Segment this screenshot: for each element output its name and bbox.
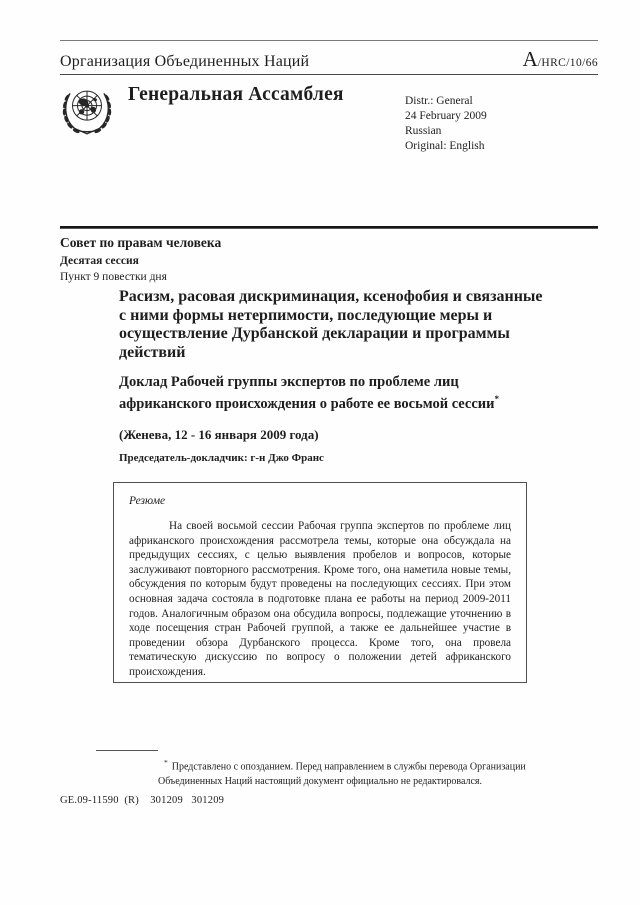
session-block xyxy=(60,236,221,284)
report-title xyxy=(119,374,551,413)
summary-body: На своей восьмой сессии Рабочая группа экспертов по проблеме лиц африканского происхождения рассмотрела темы, которые она обсуждала на предыдущих сессиях, с целью выявления пробелов и вопросов, которые заслуживают повторного рассмотрения. Кроме того, она наметила новые темы, обсуждения по которым будут проведены на последующих сессиях. При этом основная задача состояла в подготовке плана ее работы на период 2009-2011 годов. Аналогичным образом она обсудила вопросы, подлежащие уточнению в ходе посещения стран Рабочей группой, а также ее дальнейшее участие в проведении обзора Дурбанского процесса. Кроме того, она провела тематическую дискуссию по вопросу о положении детей африканского происхождения. xyxy=(129,520,511,678)
masthead-rule xyxy=(60,74,598,75)
footnote-text: Представлено с опозданием. Перед направлением в службы перевода Организации Объединенных Наций настоящий документ официально не редактировался. xyxy=(158,761,526,787)
distr-line: Distr.: General xyxy=(405,95,473,107)
chairperson-line: Председатель-докладчик: г-н Джо Франс xyxy=(119,452,324,464)
distr-date: 24 February 2009 xyxy=(405,110,487,122)
section-divider-rule xyxy=(60,226,598,229)
council-name: Совет по правам человека xyxy=(60,235,222,250)
footnote-rule xyxy=(96,750,158,751)
document-reference-number: GE.09-11590 (R) 301209 301209 xyxy=(60,795,225,806)
agenda-item: Пункт 9 повестки дня xyxy=(60,271,167,283)
distr-original: Original: English xyxy=(405,140,485,152)
footnote-marker: * xyxy=(164,758,168,767)
footnote xyxy=(158,756,554,789)
org-name: Организация Объединенных Наций xyxy=(60,53,310,70)
report-title-footnote-marker: * xyxy=(494,394,499,404)
summary-box xyxy=(113,482,527,683)
session-name: Десятая сессия xyxy=(60,255,139,267)
assembly-title: Генеральная Ассамблея xyxy=(128,84,344,105)
distribution-block xyxy=(405,94,487,154)
doc-symbol-prefix: A xyxy=(522,47,538,71)
doc-symbol-suffix: /HRC/10/66 xyxy=(537,57,598,69)
report-title-text: Доклад Рабочей группы экспертов по проблеме лиц африканского происхождения о работе ее восьмой сессии xyxy=(119,374,495,412)
summary-label: Резюме xyxy=(129,495,166,507)
top-rule xyxy=(60,40,598,41)
main-title: Расизм, расовая дискриминация, ксенофобия и связанные с ними формы нетерпимости, последующие меры и осуществление Дурбанской декларации и программы действий xyxy=(119,288,543,361)
un-emblem-icon xyxy=(58,82,116,142)
venue-dates: (Женева, 12 - 16 января 2009 года) xyxy=(119,427,319,442)
doc-symbol xyxy=(523,47,598,72)
distr-language: Russian xyxy=(405,125,442,137)
masthead xyxy=(60,47,598,72)
